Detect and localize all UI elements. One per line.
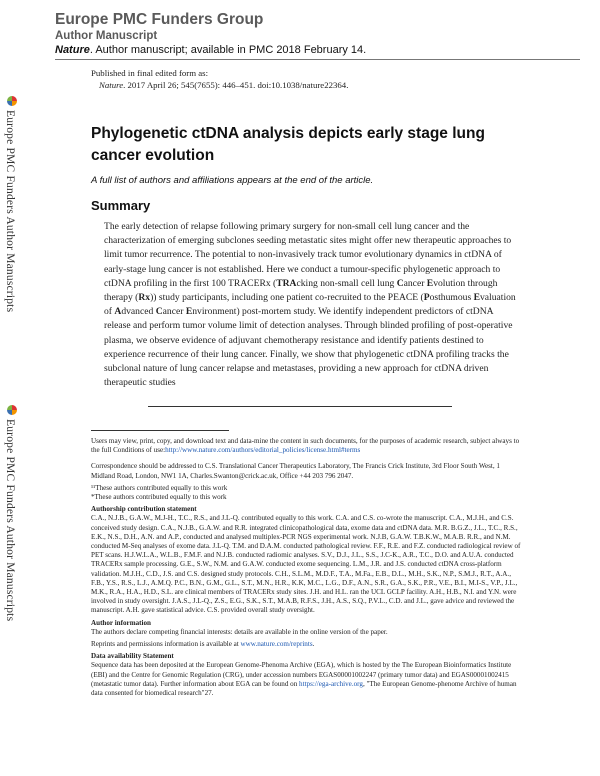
summary-heading: Summary (91, 198, 151, 213)
citation-line (91, 79, 348, 91)
equal-contribution-note-2: *These authors contributed equally to this work (91, 493, 227, 502)
sidebar-text-bottom: Europe PMC Funders Author Manuscripts (4, 419, 16, 622)
data-availability-text: Sequence data has been deposited at the European Genome-Phenoma Archive (EGA), which is hosted by the The European Bioinformatics Institute (EBI) and the Centre for Genomic Regulation (CRG), under accession numbers EGAS00001002247 (primary tumor data) and EGAS00001002415 (metastatic tumor data). Further information about EGA can be found on https://ega-archive.org, "The European Genome-phenome Archive of human data consented for biomedical research"27. (91, 661, 517, 698)
footnotes (91, 437, 521, 701)
equal-contribution-note-1: ¹¹These authors contributed equally to this work (91, 483, 228, 492)
author-info-heading: Author information (91, 618, 151, 627)
data-availability-heading: Data availability Statement (91, 652, 174, 661)
citation-journal: Nature (99, 80, 124, 90)
reprints-link[interactable]: www.nature.com/reprints (240, 640, 313, 649)
published-label: Published in final edited form as: (91, 68, 209, 78)
contribution-text: C.A., N.J.B., G.A.W., M.J-H., T.C., R.S., and J.L-Q. contributed equally to this work. C.A. and C.S. co-wrote the manuscript. C.A., M.J.H., and C.S. conceived study design. C.A., N.J.B., G.A.W. and R.R. integrated clinicopathological data, exome data and ctDNA data. M.R. B.G.Z., J.L., T.C., R.S., E.K., N.S., D.H., A.N. and A.P., conducted and analysed multiplex-PCR NGS experimental work. N.J.B, G.A.W. T.B.K.W., M.A.B. R.R., and N.M. conducted M-Seq analyses of exome data. J.L-Q. T.M. and D.A.M. conducted pathological review. F.F., R.E. and F.Z. conducted radiological review of PET scans. H.J.W.L.A., W.L.B., F.M.F. and N.J.B. conducted radiomic analyses. S.V., D.J., J.L., S.S., J.C-K., A.R., T.C., D.O. and A.U.A. conducted TRACERx sample processing. G.E., S.W., N.M. and G.A.W. conducted exome sequencing. L.M., J.R. and J.S. conducted ctDNA cross-platform validation. M.J.H., C.D., J.S. and C.S. designed study protocols. C.H., S.L.M., M.D.F., T.A., M.Fa., E.B., D.L., M.H., S.K., N.P., S.M.J., R.T., A.A., F.B., Y.S., R.S., L.J., A.M.Q. P.C., B.N., G.M., G.L., S.T., M.N., H.R., K.K, M.C., L.G., D.F., A.N., S.R., G.A., S.K., P.R., V.E., B.I., M.I-S., V.P., J.L., M.K., R.A., H.A., H.D., S.L. are clinical members of TRACERx study sites. J.H. and H.L. ran the UCL GCLP facility. A.H., H.B., N.I. and Y.N. were involved in study oversight. J.A.S., J.L-Q., Z.S., E.G., S.K., S.T., M.A.B, R.F.S., J.H., A.S., S.Q., P.V.L., C.D. and J.L., gave advice and reviewed the manuscript. A.H. gave statistical advice. C.S. provided overall study oversight. (91, 514, 521, 615)
europe-pmc-logo-icon (7, 405, 17, 415)
journal-name: Nature (55, 44, 90, 56)
terms-of-use: Users may view, print, copy, and download text and data-mine the content in such documents, for the purposes of academic research, subject always to the full Conditions of use:http://www.nature.com/authors/editorial_policies/license.html#terms (91, 437, 520, 455)
citation-detail: . 2017 April 26; 545(7655): 446–451. doi:10.1038/nature22364. (123, 80, 349, 90)
footnote-divider (91, 430, 229, 431)
availability-line (55, 43, 580, 57)
summary-text: The early detection of relapse following primary surgery for non-small cell lung cancer and the characterization of emerging subclones seeding metastatic sites might offer new therapeutic approaches to limit tumor recurrence. The potential to non-invasively track tumor evolutionary dynamics in ctDNA of early-stage lung cancer is not established. Here we conduct a tumour-specific phylogenetic approach to ctDNA profiling in the first 100 TRACERx (TRAcking non-small cell lung Cancer Evolution through therapy (Rx)) study participants, including one patient co-recruited to the PEACE (Posthumous Evaluation of Advanced Cancer Environment) post-mortem study. We identify independent predictors of ctDNA release and perform tumor volume limit of detection analyses. Through blinded profiling of post-operative plasma, we observe evidence of adjuvant chemotherapy resistance and identify patients destined to experience recurrence of their lung cancer. Finally, we show that phylogenetic ctDNA profiling tracks the subclonal nature of lung cancer relapse and metastases, providing a new approach for ctDNA driven therapeutic studies (104, 221, 516, 389)
europe-pmc-logo-icon (7, 96, 17, 106)
contribution-heading: Authorship contribution statement (91, 505, 197, 514)
article-title: Phylogenetic ctDNA analysis depicts early stage lung cancer evolution (91, 125, 485, 164)
sidebar-watermark-top (4, 96, 22, 312)
manuscript-label: Author Manuscript (55, 30, 158, 42)
page-header (55, 11, 580, 57)
terms-link[interactable]: http://www.nature.com/authors/editorial_policies/license.html#terms (165, 446, 361, 455)
ega-link[interactable]: https://ega-archive.org (299, 679, 363, 688)
publication-info (91, 67, 348, 91)
funder-group-title: Europe PMC Funders Group (55, 11, 264, 28)
sidebar-text-top: Europe PMC Funders Author Manuscripts (4, 110, 16, 313)
header-divider (55, 59, 580, 60)
correspondence-note: Correspondence should be addressed to C.S. Translational Cancer Therapeutics Laboratory, The Francis Crick Institute, 3rd Floor South West, 1 Midland Road, London, NW1 1A, Charles.Swanton@crick.ac.uk, Office +44 203 796 2047. (91, 462, 500, 480)
sidebar-watermark-bottom (4, 405, 22, 621)
authors-note: A full list of authors and affiliations appears at the end of the article. (91, 175, 374, 186)
reprints-note: Reprints and permissions information is available at www.nature.com/reprints. (91, 640, 315, 649)
availability-text: . Author manuscript; available in PMC 2018 February 14. (89, 44, 367, 56)
author-info-text: The authors declare competing financial interests: details are available in the online version of the paper. (91, 627, 388, 636)
summary-end-divider (148, 406, 452, 407)
